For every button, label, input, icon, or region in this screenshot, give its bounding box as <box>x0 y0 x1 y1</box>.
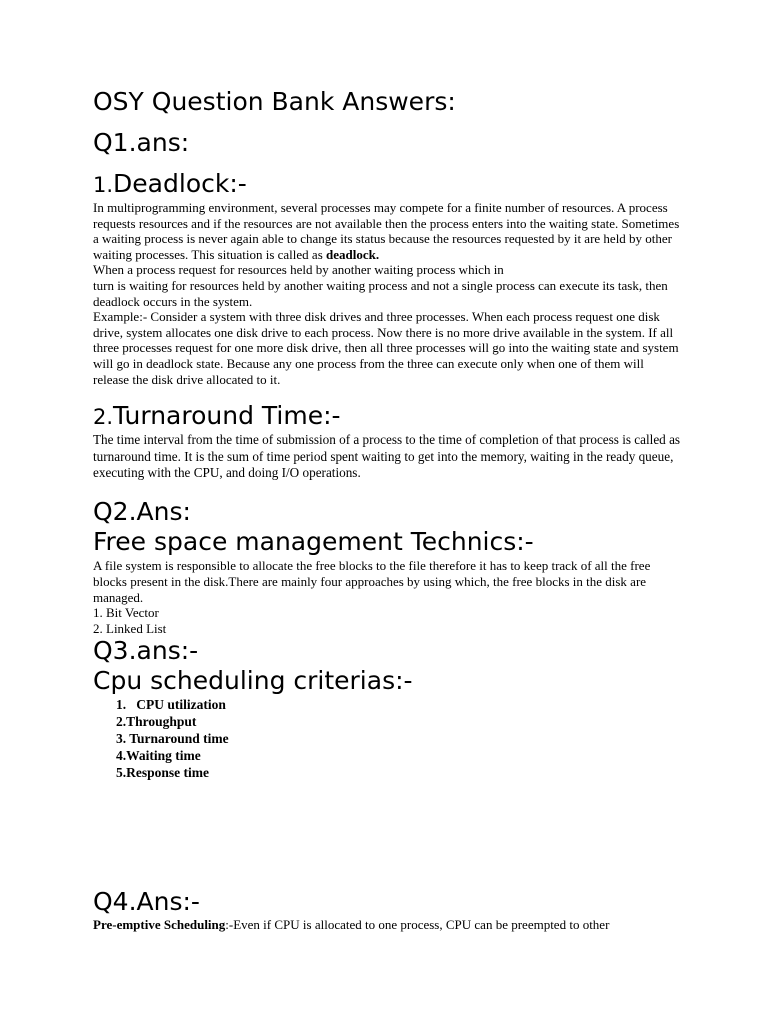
deadlock-text-2a: When a process request for resources held by another waiting process which in <box>93 262 504 278</box>
criteria-item-4: 4.Waiting time <box>116 748 201 764</box>
turnaround-title: Turnaround Time:- <box>113 401 341 431</box>
preemptive-term: Pre-emptive Scheduling <box>93 917 226 933</box>
q3-heading: Q3.ans:- <box>93 636 199 666</box>
criteria-item-2: 2.Throughput <box>116 714 197 730</box>
q1-heading: Q1.ans: <box>93 128 190 157</box>
turnaround-heading <box>93 401 683 432</box>
cpu-criteria-list <box>93 696 683 781</box>
deadlock-number: 1. <box>93 173 114 197</box>
criteria-item-1: 1. CPU utilization <box>116 697 226 713</box>
turnaround-paragraph: The time interval from the time of submission of a process to the time of completion of that process is called as turnaround time. It is the sum of time period spent waiting to get into the memory, waiting in the ready queue, executing with the CPU, and doing I/O operations. <box>93 432 681 480</box>
document-title: OSY Question Bank Answers: <box>93 87 456 116</box>
criteria-item-5: 5.Response time <box>116 765 209 781</box>
criteria-item-3: 3. Turnaround time <box>116 731 229 747</box>
deadlock-paragraph <box>93 200 683 387</box>
cpu-criteria-heading: Cpu scheduling criterias:- <box>93 666 413 696</box>
free-space-heading: Free space management Technics:- <box>93 527 534 557</box>
q2-heading: Q2.Ans: <box>93 497 191 527</box>
deadlock-text: In multiprogramming environment, several processes may compete for a finite number of resources. A process requests resources and if the resources are not available then the process enters into the waiting state. Sometimes a waiting process is never again able to change its status because the resources requested by it are held by other waiting processes. This situation is called as <box>93 200 680 262</box>
deadlock-text-2b: turn is waiting for resources held by another waiting process and not a single process can execute its task, then deadlock occurs in the system. <box>93 277 668 309</box>
turnaround-number: 2. <box>93 405 114 430</box>
deadlock-heading <box>93 169 683 200</box>
document-page <box>93 84 683 933</box>
free-space-item-2: 2. Linked List <box>93 620 167 636</box>
deadlock-title: Deadlock:- <box>113 169 247 198</box>
deadlock-example: Example:- Consider a system with three disk drives and three processes. When each process request one disk drive, system allocates one disk drive to each process. Now there is no more drive available in the system. If all three processes request for one more disk drive, then all three processes will go into the waiting state and system will go in deadlock state. Because any one process from the three can execute only when one of them will release the disk drive allocated to it. <box>93 309 679 387</box>
q4-heading: Q4.Ans:- <box>93 887 200 917</box>
free-space-paragraph: A file system is responsible to allocate the free blocks to the file therefore it has to keep track of all the free blocks present in the disk.There are mainly four approaches by using which, the free blocks in the disk are managed. <box>93 558 651 605</box>
preemptive-text: :-Even if CPU is allocated to one process, CPU can be preempted to other <box>225 917 610 933</box>
free-space-item-1: 1. Bit Vector <box>93 605 159 621</box>
q4-paragraph <box>93 917 683 933</box>
deadlock-term: deadlock. <box>326 246 380 262</box>
